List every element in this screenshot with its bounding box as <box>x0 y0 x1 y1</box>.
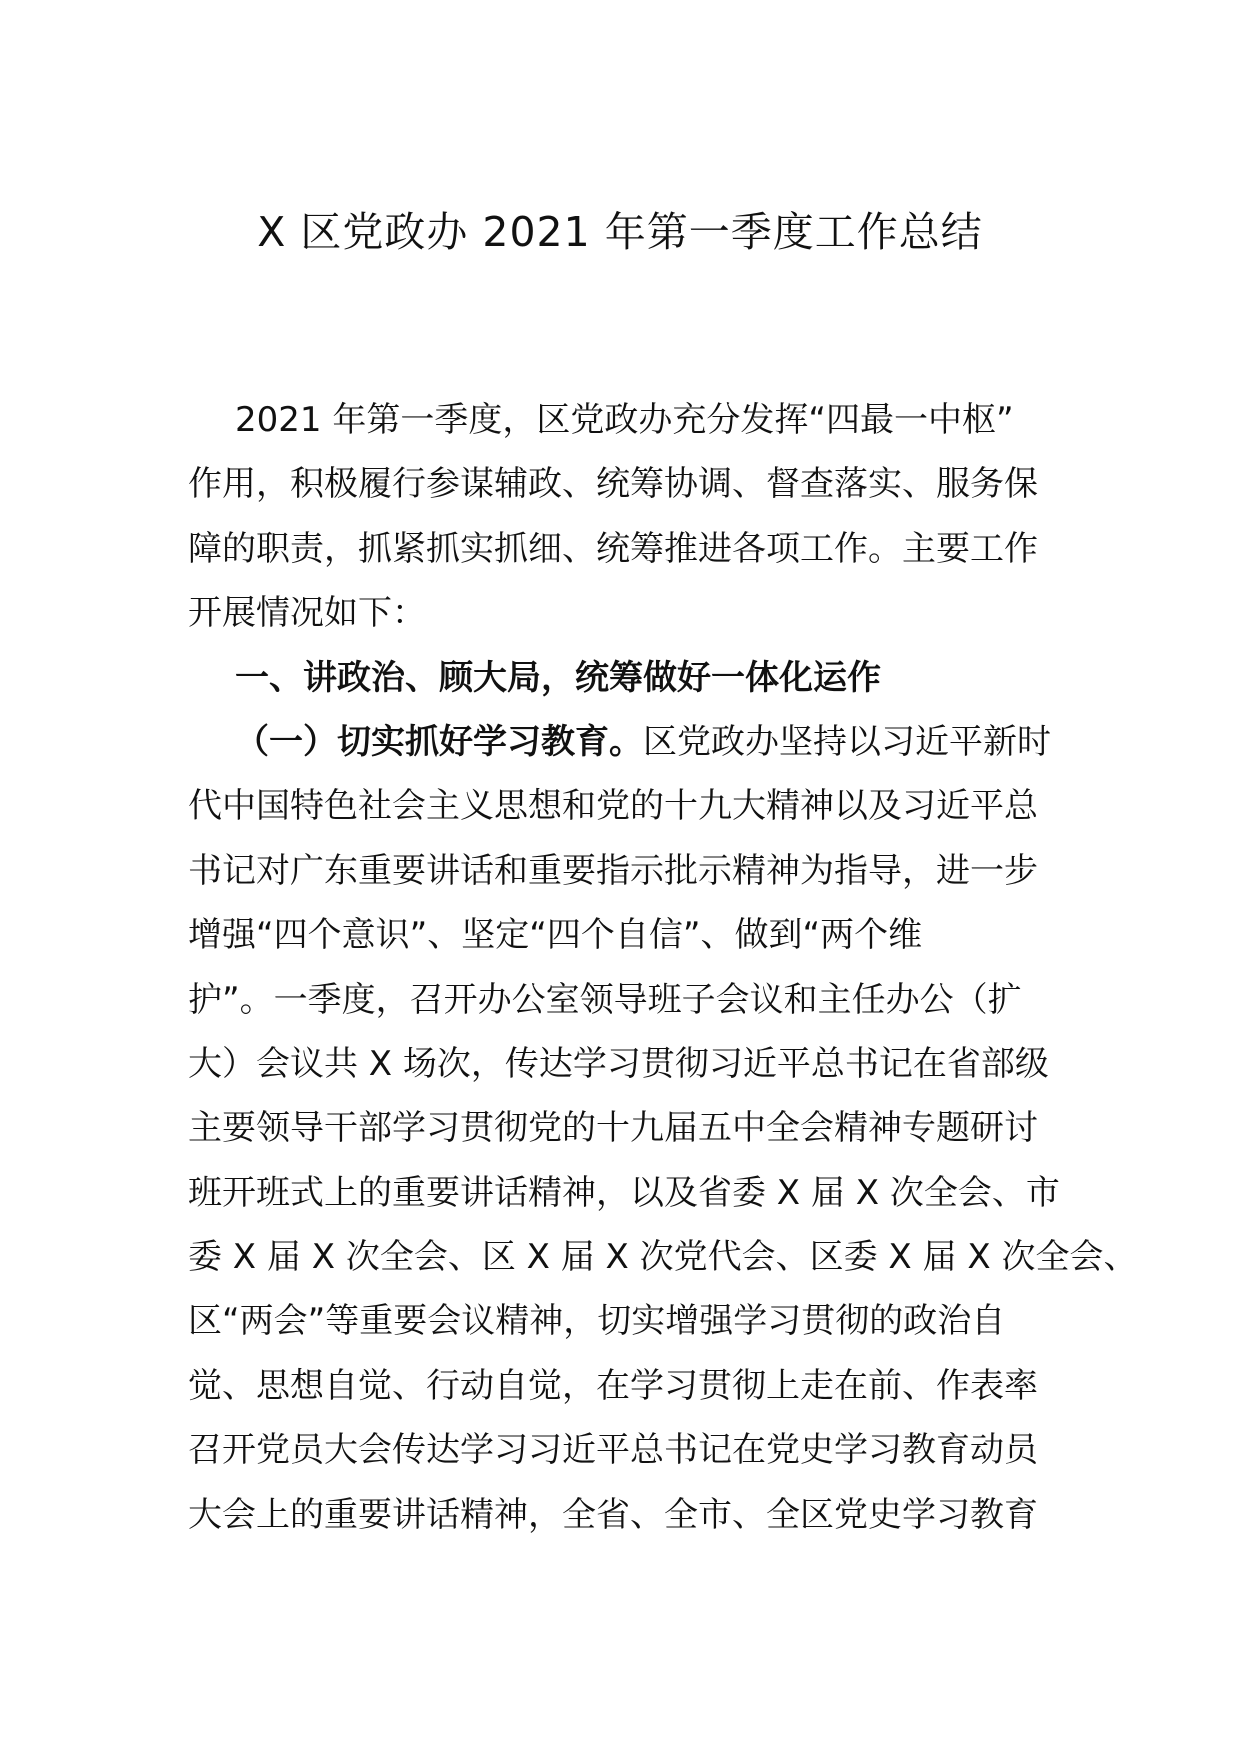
body-line: 主要领导干部学习贯彻党的十九届五中全会精神专题研讨 <box>188 1108 1038 1149</box>
subsection-heading: （一）切实抓好学习教育。 <box>235 721 643 762</box>
document-title: X 区党政办 2021 年第一季度工作总结 <box>257 208 983 256</box>
body-line: 代中国特色社会主义思想和党的十九大精神以及习近平总 <box>188 786 1038 827</box>
body-line: 大会上的重要讲话精神，全省、全市、全区党史学习教育 <box>188 1494 1038 1535</box>
subsection-first-line-text: 区党政办坚持以习近平新时 <box>643 721 1051 762</box>
body-line: 书记对广东重要讲话和重要指示批示精神为指导，进一步 <box>188 850 1038 891</box>
body-line: 觉、思想自觉、行动自觉，在学习贯彻上走在前、作表率 <box>188 1365 1038 1406</box>
body-line: 委 X 届 X 次全会、区 X 届 X 次党代会、区委 X 届 X 次全会、 <box>188 1237 1138 1278</box>
section-heading: 一、讲政治、顾大局，统筹做好一体化运作 <box>235 657 881 698</box>
document-body <box>188 388 1138 1547</box>
body-line: 召开党员大会传达学习习近平总书记在党史学习教育动员 <box>188 1430 1038 1471</box>
intro-line: 作用，积极履行参谋辅政、统筹协调、督查落实、服务保 <box>188 464 1038 505</box>
intro-line: 开展情况如下： <box>188 593 426 634</box>
intro-line: 障的职责，抓紧抓实抓细、统筹推进各项工作。主要工作 <box>188 528 1038 569</box>
subsection-first-line <box>188 710 1056 774</box>
body-line: 班开班式上的重要讲话精神，以及省委 X 届 X 次全会、市 <box>188 1172 1060 1213</box>
body-line: 大）会议共 X 场次，传达学习贯彻习近平总书记在省部级 <box>188 1043 1049 1084</box>
body-line: 区“两会”等重要会议精神，切实增强学习贯彻的政治自 <box>188 1301 1006 1342</box>
intro-line: 2021 年第一季度，区党政办充分发挥“四最一中枢” <box>235 400 1014 440</box>
body-line: 护”。一季度，召开办公室领导班子会议和主任办公（扩 <box>188 979 1022 1020</box>
body-line: 增强“四个意识”、坚定“四个自信”、做到“两个维 <box>188 915 923 956</box>
